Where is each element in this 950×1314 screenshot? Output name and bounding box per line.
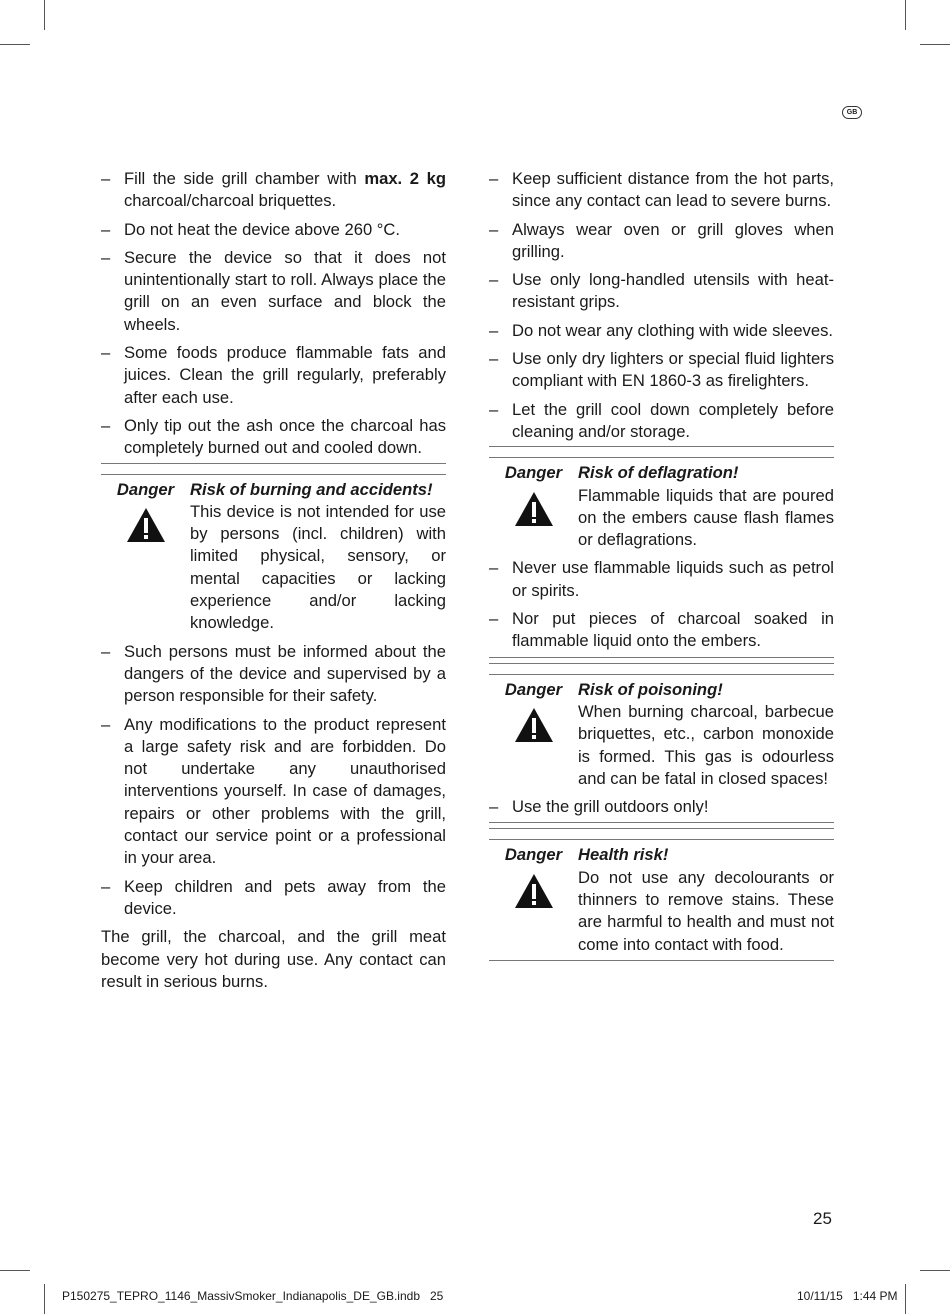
- dash-bullet: –: [101, 247, 111, 267]
- warning-label: Danger: [504, 463, 563, 483]
- warning-deflagration: [489, 457, 834, 657]
- right-column: [489, 168, 834, 967]
- list-item: – Never use flammable liquids such as petrol or spirits.: [489, 558, 834, 600]
- list-item: – Such persons must be informed about the dangers of the device and supervised by a person responsible for their safety.: [101, 641, 446, 706]
- footer-date: 10/11/15 1:44 PM: [797, 1289, 898, 1303]
- dash-bullet: –: [101, 169, 111, 188]
- list-item: – Do not wear any clothing with wide sleeves.: [489, 320, 834, 342]
- crop-mark: [920, 1270, 950, 1271]
- dash-bullet: –: [489, 609, 499, 629]
- list-item: – Keep children and pets away from the device.: [101, 876, 446, 918]
- list-item: – Let the grill cool down completely before cleaning and/or storage.: [489, 399, 834, 441]
- country-badge: GB: [842, 106, 862, 119]
- warning-text: Flammable liquids that are poured on the embers cause flash flames or deflagrations.: [578, 485, 834, 550]
- list-item: – Use only long-handled utensils with heat-resistant grips.: [489, 270, 834, 312]
- list-item: – Keep sufficient distance from the hot parts, since any contact can lead to severe burns.: [489, 169, 834, 211]
- dash-bullet: –: [489, 169, 499, 188]
- warning-text: When burning charcoal, barbecue briquettes, etc., carbon monoxide is formed. This gas is odourless and can be fatal in closed spaces!: [578, 701, 834, 788]
- crop-mark: [905, 0, 906, 30]
- crop-mark: [44, 0, 45, 30]
- list-item: – Any modifications to the product represent a large safety risk and are forbidden. Do not undertake any unauthorised interventions yourself. In case of damages, repairs or other problems with the grill, contact our service point or a professional in your area.: [101, 714, 446, 868]
- dash-bullet: –: [101, 219, 111, 239]
- warning-triangle-icon: [101, 501, 190, 635]
- list-item: – Do not heat the device above 260 °C.: [101, 219, 446, 241]
- warning-text: Do not use any decolourants or thinners to remove stains. These are harmful to health and must not come into contact with food.: [578, 867, 834, 954]
- list-item: – Use the grill outdoors only!: [489, 796, 834, 818]
- dash-bullet: –: [101, 876, 111, 896]
- dash-bullet: –: [489, 399, 499, 419]
- crop-mark: [44, 1284, 45, 1314]
- warning-title: Health risk!: [578, 845, 669, 865]
- dash-bullet: –: [489, 558, 499, 578]
- page-number: 25: [813, 1209, 832, 1228]
- warning-poisoning: [489, 674, 834, 824]
- warning-text: This device is not intended for use by persons (incl. children) with limited physical, sensory, or mental capacities or lacking experience and/or lacking knowledge.: [190, 501, 446, 633]
- crop-mark: [0, 44, 30, 45]
- footer-file-name: P150275_TEPRO_1146_MassivSmoker_Indianapolis_DE_GB.indb 25: [62, 1289, 444, 1303]
- warning-triangle-icon: [489, 485, 578, 552]
- warning-label: Danger: [116, 479, 175, 499]
- warning-title: Risk of deflagration!: [578, 463, 739, 483]
- dash-bullet: –: [489, 797, 499, 817]
- warning-triangle-icon: [489, 867, 578, 956]
- dash-bullet: –: [489, 219, 499, 239]
- list-item: – Always wear oven or grill gloves when grilling.: [489, 219, 834, 261]
- list-item: – Only tip out the ash once the charcoal has completely burned out and cooled down.: [101, 415, 446, 458]
- crop-mark: [920, 44, 950, 45]
- warning-label: Danger: [504, 679, 563, 699]
- dash-bullet: –: [101, 415, 111, 435]
- crop-mark: [905, 1284, 906, 1314]
- list-item: – Secure the device so that it does not unintentionally start to roll. Always place the grill on an even surface and block the wheels.: [101, 247, 446, 334]
- closing-paragraph: The grill, the charcoal, and the grill meat become very hot during use. Any contact can result in serious burns.: [101, 927, 446, 991]
- crop-mark: [0, 1270, 30, 1271]
- list-item: – Fill the side grill chamber with max. 2 kg charcoal/charcoal briquettes.: [101, 169, 447, 211]
- dash-bullet: –: [101, 714, 111, 734]
- dash-bullet: –: [489, 270, 499, 290]
- list-item: – Nor put pieces of charcoal soaked in flammable liquid onto the embers.: [489, 609, 834, 651]
- warning-label: Danger: [504, 845, 563, 865]
- dash-bullet: –: [489, 349, 499, 369]
- warning-health: [489, 839, 834, 960]
- list-item: – Use only dry lighters or special fluid lighters compliant with EN 1860-3 as firelighters.: [489, 349, 834, 391]
- dash-bullet: –: [101, 641, 111, 661]
- dash-bullet: –: [489, 320, 499, 340]
- dash-bullet: –: [101, 343, 111, 363]
- warning-title: Risk of burning and accidents!: [190, 479, 433, 499]
- warning-title: Risk of poisoning!: [578, 679, 723, 699]
- warning-burning: [101, 474, 446, 635]
- list-item: – Some foods produce flammable fats and juices. Clean the grill regularly, preferably after each use.: [101, 343, 446, 407]
- left-column: [101, 168, 446, 999]
- warning-triangle-icon: [489, 701, 578, 790]
